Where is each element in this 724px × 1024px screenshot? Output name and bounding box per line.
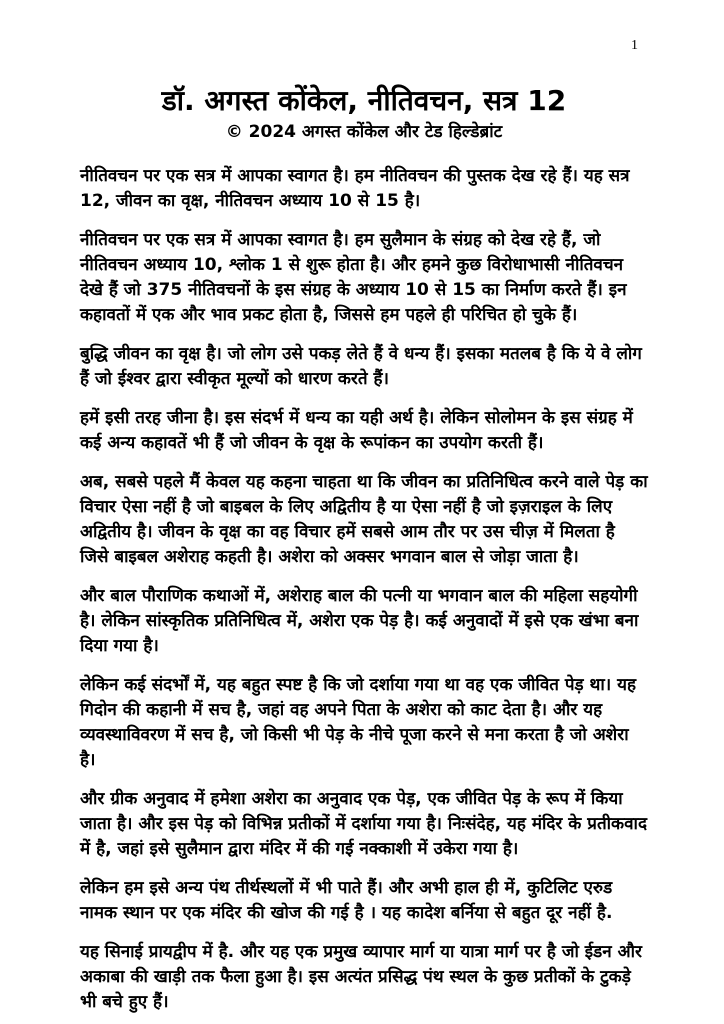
document-body (80, 164, 648, 1015)
paragraph: हमें इसी तरह जीना है। इस संदर्भ में धन्य का यही अर्थ है। लेकिन सोलोमन के इस संग्रह में कई अन्य कहावतें भी हैं जो जीवन के वृक्ष के रूपांकन का उपयोग करती हैं। (80, 408, 633, 453)
document-title: डॉ. अगस्त कोंकेल, नीतिवचन, सत्र 12 (161, 84, 567, 117)
paragraph: यह सिनाई प्रायद्वीप में है. और यह एक प्रमुख व्यापार मार्ग या यात्रा मार्ग पर है जो ईडन और अकाबा की खाड़ी तक फैला हुआ है। इस अत्यंत प्रसिद्ध पंथ स्थल के कुछ प्रतीकों के टुकड़े भी बचे हुए हैं। (80, 942, 642, 1012)
paragraph: और ग्रीक अनुवाद में हमेशा अशेरा का अनुवाद एक पेड़, एक जीवित पेड़ के रूप में किया जाता है। और इस पेड़ को विभिन्न प्रतीकों में दर्शाया गया है। निःसंदेह, यह मंदिर के प्रतीकवाद में है, जहां इसे सुलैमान द्वारा मंदिर में की गई नक्काशी में उकेरा गया है। (80, 789, 647, 859)
paragraph: बुद्धि जीवन का वृक्ष है। जो लोग उसे पकड़ लेते हैं वे धन्य हैं। इसका मतलब है कि ये वे लोग हैं जो ईश्वर द्वारा स्वीकृत मूल्यों को धारण करते हैं। (80, 344, 642, 389)
paragraph: लेकिन हम इसे अन्य पंथ तीर्थस्थलों में भी पाते हैं। और अभी हाल ही में, कुटिलिट एरुड नामक स्थान पर एक मंदिर की खोज की गई है । यह कादेश बर्निया से बहुत दूर नहीं है. (80, 878, 613, 923)
paragraph: नीतिवचन पर एक सत्र में आपका स्वागत है। हम सुलैमान के संग्रह को देख रहे हैं, जो नीतिवचन अध्याय 10, श्लोक 1 से शुरू होता है। और हमने कुछ विरोधाभासी नीतिवचन देखे हैं जो 375 नीतिवचनों के इस संग्रह के अध्याय 10 से 15 का निर्माण करते हैं। इन कहावतों में एक और भाव प्रकट होता है, जिससे हम पहले ही परिचित हो चुके हैं। (80, 230, 627, 325)
copyright-line: © 2024 अगस्त कोंकेल और टेड हिल्डेब्रांट (225, 122, 503, 142)
paragraph: और बाल पौराणिक कथाओं में, अशेराह बाल की पत्नी या भगवान बाल की महिला सहयोगी है। लेकिन सांस्कृतिक प्रतिनिधित्व में, अशेरा एक पेड़ है। कई अनुवादों में इसे एक खंभा बना दिया गया है। (80, 586, 639, 656)
paragraph: लेकिन कई संदर्भों में, यह बहुत स्पष्ट है कि जो दर्शाया गया था वह एक जीवित पेड़ था। यह गिदोन की कहानी में सच है, जहां वह अपने पिता के अशेरा को काट देता है। और यह व्यवस्थाविवरण में सच है, जो किसी भी पेड़ के नीचे पूजा करने से मना करता है जो अशेरा है। (80, 675, 637, 770)
paragraph: नीतिवचन पर एक सत्र में आपका स्वागत है। हम नीतिवचन की पुस्तक देख रहे हैं। यह सत्र 12, जीवन का वृक्ष, नीतिवचन अध्याय 10 से 15 है। (80, 166, 630, 211)
page-number: 1 (631, 38, 638, 53)
paragraph: अब, सबसे पहले मैं केवल यह कहना चाहता था कि जीवन का प्रतिनिधित्व करने वाले पेड़ का विचार ऐसा नहीं है जो बाइबल के लिए अद्वितीय है या ऐसा नहीं है जो इज़राइल के लिए अद्वितीय है। जीवन के वृक्ष का वह विचार हमें सबसे आम तौर पर उस चीज़ में मिलता है जिसे बाइबल अशेराह कहती है। अशेरा को अक्सर भगवान बाल से जोड़ा जाता है। (80, 472, 648, 567)
